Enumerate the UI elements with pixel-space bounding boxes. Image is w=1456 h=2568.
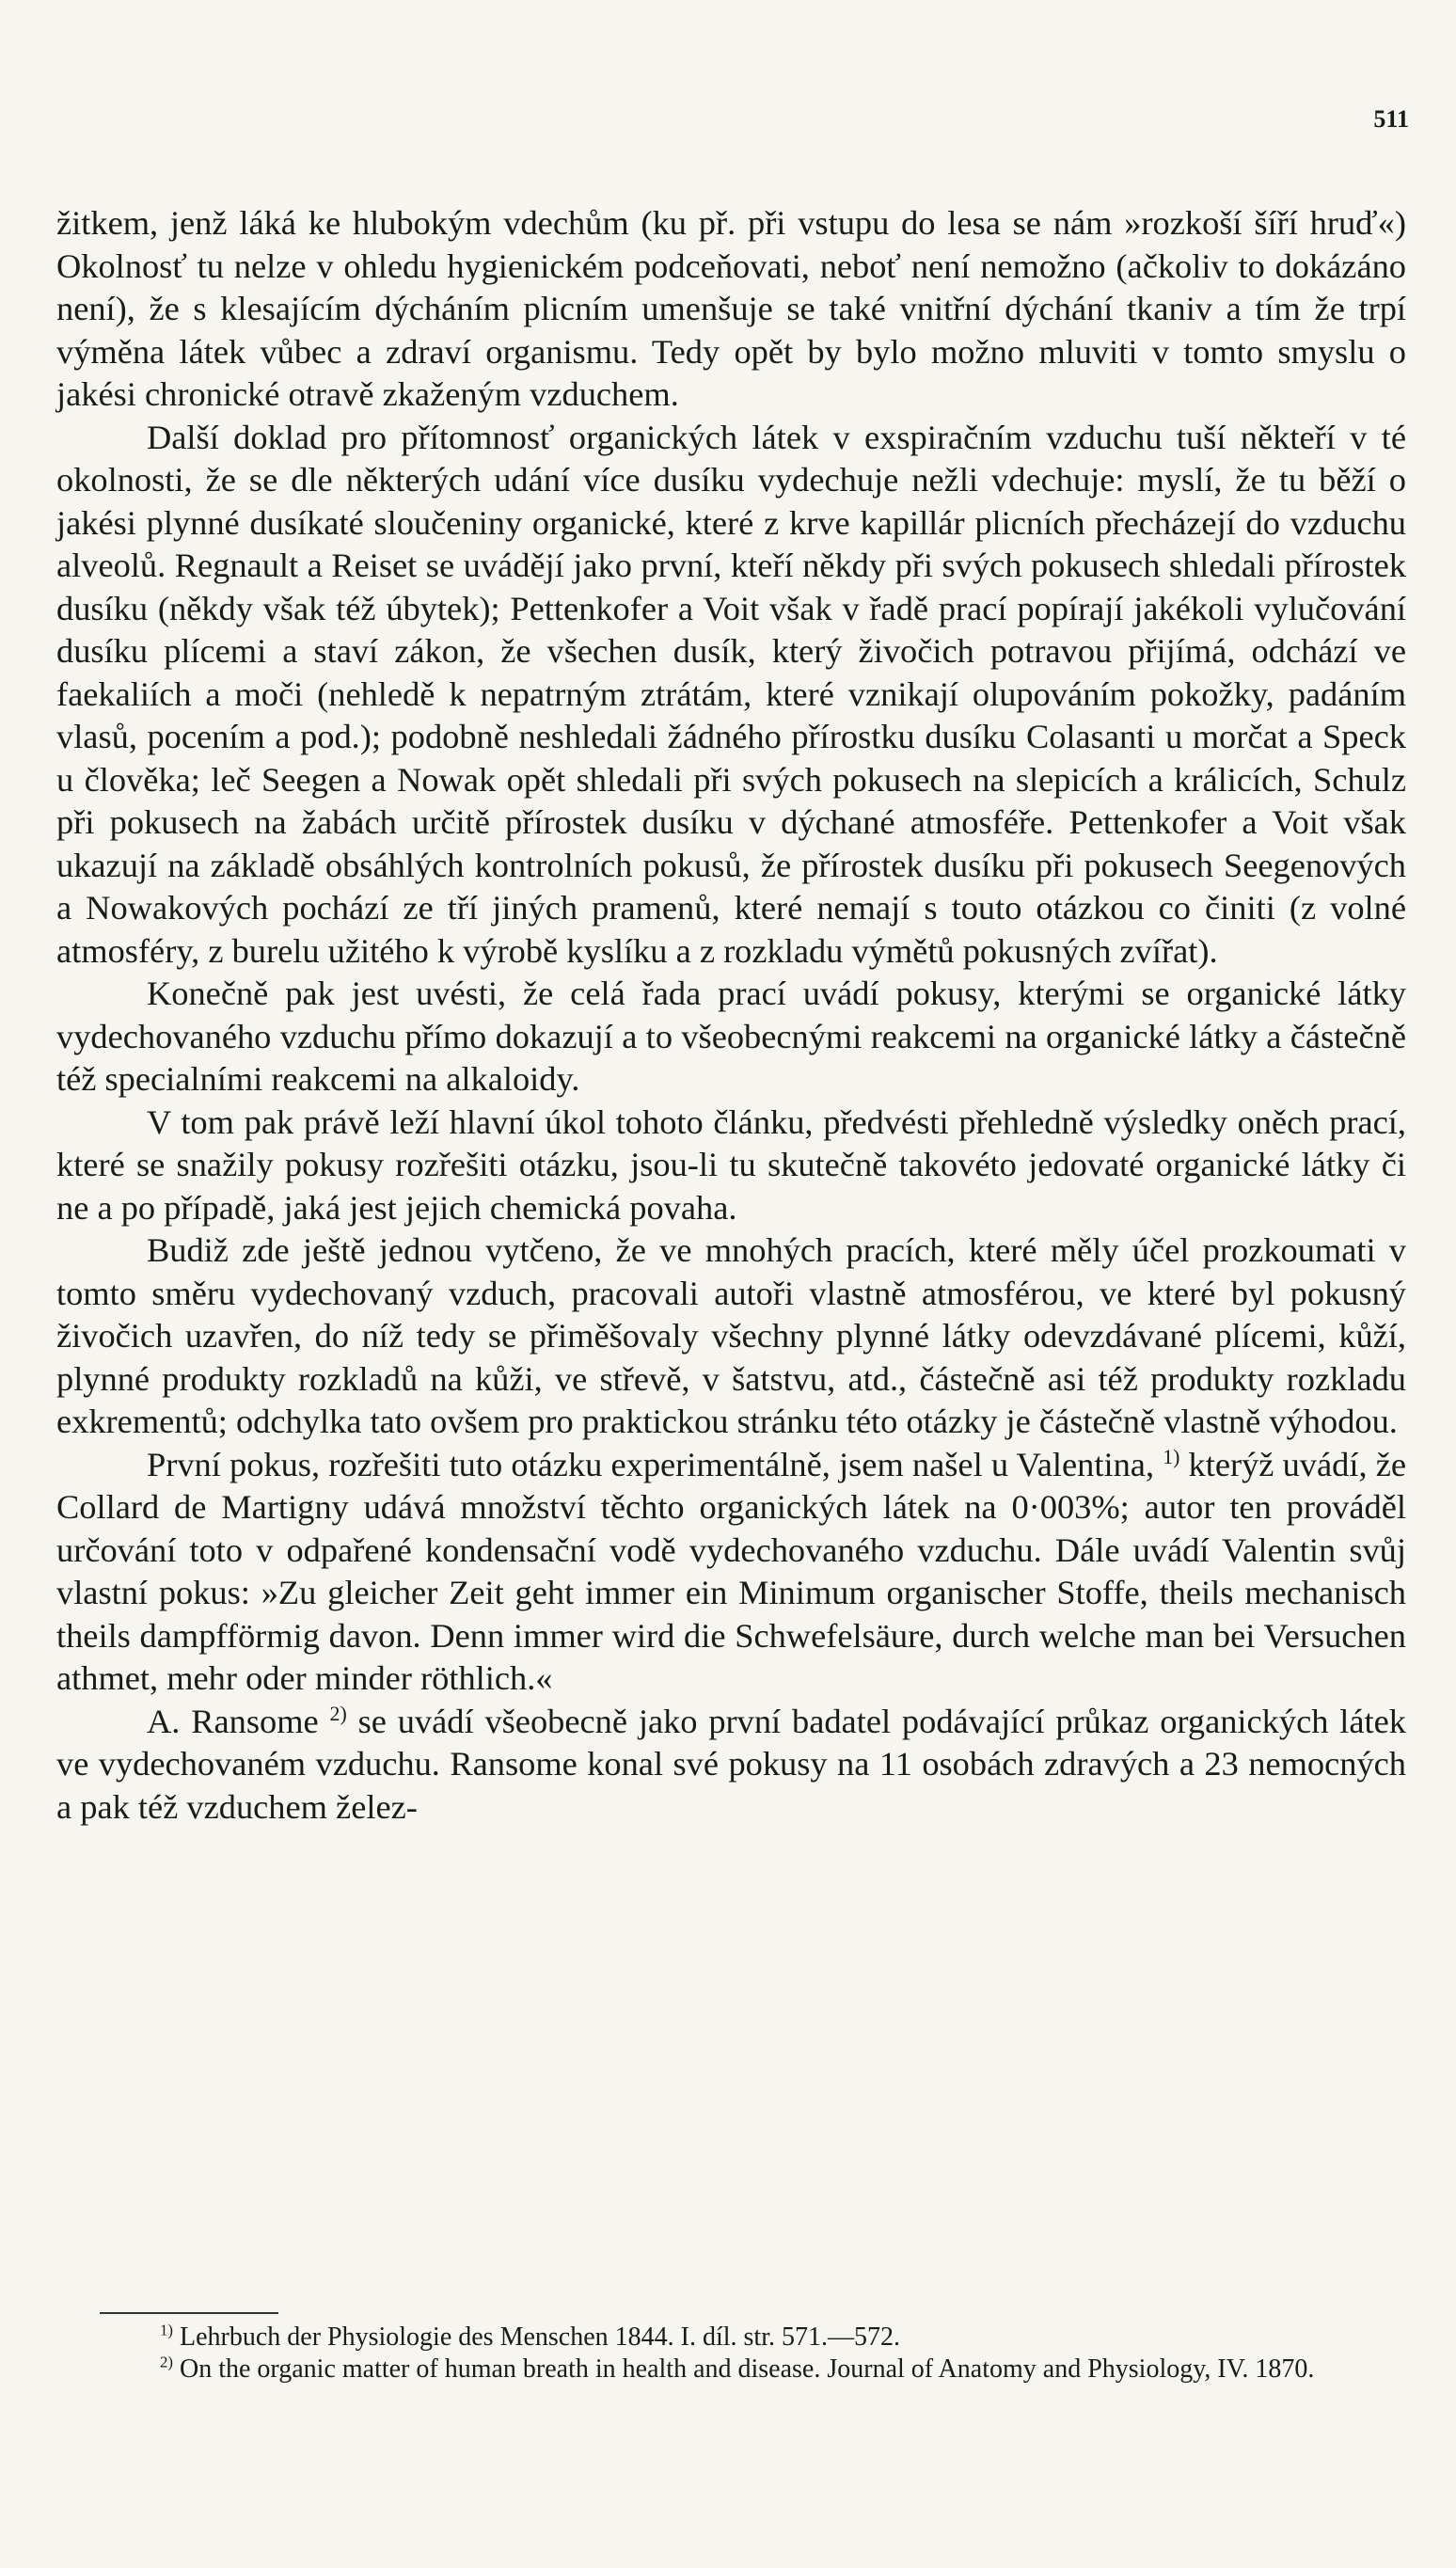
- footnote-text: On the organic matter of human breath in health and disease. Journal of Anatomy and Physiology, IV. 1870.: [172, 2354, 1315, 2384]
- paragraph-text: kterýž uvádí, že Collard de Martigny udává množství těchto organických látek na 0·003%; autor ten prováděl určování toto v odpařené kondensační vodě vydechovaného vzduchu. Dále uvádí Valentin svůj vlastní pokus: »Zu gleicher Zeit geht immer ein Minimum organischer Stoffe, theils mechanisch theils dampfförmig davon. Denn immer wird die Schwefelsäure, durch welche man bei Versuchen athmet, mehr oder minder röthlich.«: [56, 1445, 1406, 1697]
- page-number: 511: [1373, 105, 1409, 133]
- footnote: [56, 2354, 1406, 2386]
- footnote-text: Lehrbuch der Physiologie des Menschen 1844. I. díl. str. 571.—572.: [172, 2322, 900, 2352]
- paragraph: [56, 202, 1406, 417]
- footnote-mark: 2): [160, 2353, 173, 2371]
- footnote-divider: [100, 2312, 278, 2314]
- paragraph-text: žitkem, jenž láká ke hlubokým vdechům (ku př. při vstupu do lesa se nám »rozkoší šíří hruď«) Okolnosť tu nelze v ohledu hygienickém podceňovati, neboť není nemožno (ačkoliv to dokázáno není), že s klesajícím dýcháním plicním umenšuje se také vnitřní dýchání tkaniv a tím že trpí výměna látek vůbec a zdraví organismu. Tedy opět by bylo možno mluviti v tomto smyslu o jakési chronické otravě zkaženým vzduchem.: [56, 204, 1406, 413]
- paragraph-text: Další doklad pro přítomnosť organických látek v exspiračním vzduchu tuší někteří v té okolnosti, že se dle některých udání více dusíku vydechuje nežli vdechuje: myslí, že tu běží o jakési plynné dusíkaté sloučeniny organické, které z krve kapillár plicních přecházejí do vzduchu alveolů. Regnault a Reiset se uvádějí jako první, kteří někdy při svých pokusech shledali přírostek dusíku (někdy však též úbytek); Pettenkofer a Voit však v řadě prací popírají jakékoli vylučování dusíku plícemi a staví zákon, že všechen dusík, který živočich potravou přijímá, odchází ve faekaliích a moči (nehledě k nepatrným ztrátám, které vznikají olupováním pokožky, padáním vlasů, pocením a pod.); podobně neshledali žádného přírostku dusíku Colasanti u morčat a Speck u člověka; leč Seegen a Nowak opět shledali při svých pokusech na slepicích a králicích, Schulz při pokusech na žabách určitě přírostek dusíku v dýchané atmosféře. Pettenkofer a Voit však ukazují na základě obsáhlých kontrolních pokusů, že přírostek dusíku při pokusech Seegenových a Nowakových pochází ze tří jiných pramenů, které nemají s touto otázkou co činiti (z volné atmosféry, z burelu užitého k výrobě kyslíku a z rozkladu výmětů pokusných zvířat).: [56, 418, 1406, 970]
- paragraph-text: Konečně pak jest uvésti, že celá řada prací uvádí pokusy, kterými se organické látky vydechovaného vzduchu přímo dokazují a to všeobecnými reakcemi na organické látky a částečně též specialními reakcemi na alkaloidy.: [56, 975, 1406, 1098]
- paragraph: [56, 1102, 1406, 1230]
- paragraph: [56, 1701, 1406, 1830]
- paragraph-text: Budiž zde ještě jednou vytčeno, že ve mnohých pracích, které měly účel prozkoumati v tomto směru vydechovaný vzduch, pracovali autoři vlastně atmosférou, ve které byl pokusný živočich uzavřen, do níž tedy se přiměšovaly všechny plynné látky odevzdávané plícemi, kůží, plynné produkty rozkladů na kůži, ve střevě, v šatstvu, atd., částečně asi též produkty rozkladu exkrementů; odchylka tato ovšem pro praktickou stránku této otázky je částečně vlastně výhodou.: [56, 1231, 1406, 1440]
- body-text: [56, 202, 1406, 1829]
- paragraph: [56, 973, 1406, 1102]
- footnote-reference: 2): [329, 1702, 347, 1725]
- footnotes: [56, 2322, 1406, 2386]
- footnote-mark: 1): [160, 2321, 173, 2339]
- paragraph: [56, 1229, 1406, 1444]
- footnote-reference: 1): [1163, 1445, 1180, 1468]
- footnote: [56, 2322, 1406, 2354]
- paragraph-text: První pokus, rozřešiti tuto otázku experimentálně, jsem našel u Valentina,: [147, 1445, 1163, 1483]
- paragraph: [56, 1444, 1406, 1701]
- paragraph: [56, 417, 1406, 974]
- paragraph-text: A. Ransome: [147, 1702, 330, 1740]
- paragraph-text: V tom pak právě leží hlavní úkol tohoto článku, předvésti přehledně výsledky oněch prací, které se snažily pokusy rozřešiti otázku, jsou-li tu skutečně takovéto jedovaté organické látky či ne a po případě, jaká jest jejich chemická povaha.: [56, 1102, 1406, 1227]
- paragraph-text: se uvádí všeobecně jako první badatel podávající průkaz organických látek ve vydechovaném vzduchu. Ransome konal své pokusy na 11 osobách zdravých a 23 nemocných a pak též vzduchem želez-: [56, 1702, 1406, 1826]
